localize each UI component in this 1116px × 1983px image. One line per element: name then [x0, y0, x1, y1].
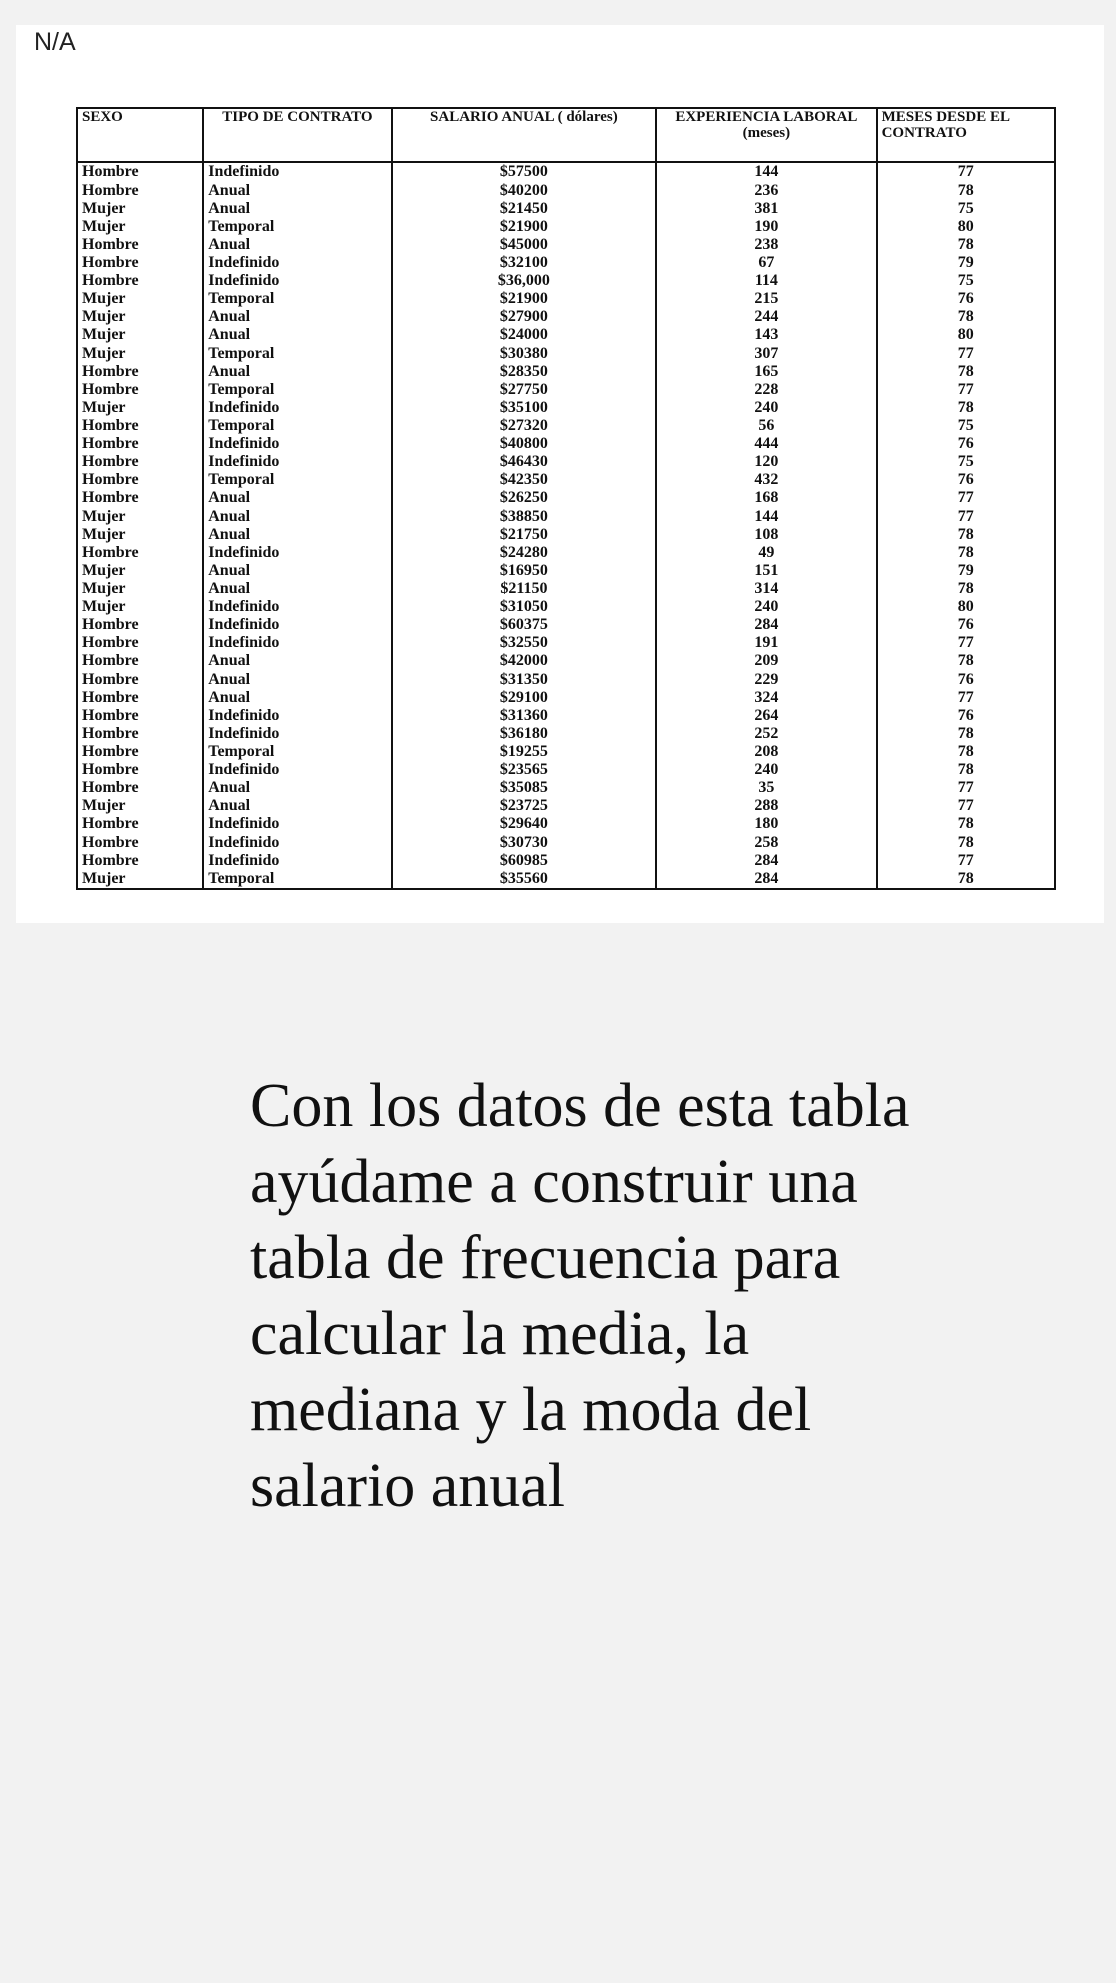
sexo-cell: Hombre — [77, 543, 203, 561]
meses-cell: 78 — [877, 761, 1055, 779]
sexo-cell: Mujer — [77, 598, 203, 616]
experiencia-cell: 244 — [656, 308, 876, 326]
salario-cell: $29100 — [392, 688, 657, 706]
experiencia-cell: 215 — [656, 290, 876, 308]
table-row — [77, 417, 1055, 435]
experiencia-cell: 143 — [656, 326, 876, 344]
tipo-contrato-cell: Indefinido — [203, 706, 391, 724]
experiencia-cell: 49 — [656, 543, 876, 561]
meses-cell: 80 — [877, 326, 1055, 344]
table-row — [77, 580, 1055, 598]
table-row — [77, 507, 1055, 525]
experiencia-cell: 144 — [656, 162, 876, 181]
meses-cell: 78 — [877, 308, 1055, 326]
salario-cell: $35560 — [392, 869, 657, 887]
tipo-contrato-cell: Indefinido — [203, 254, 391, 272]
salario-cell: $26250 — [392, 489, 657, 507]
sexo-cell: Hombre — [77, 162, 203, 181]
table-row — [77, 235, 1055, 253]
salario-cell: $30380 — [392, 344, 657, 362]
tipo-contrato-cell: Temporal — [203, 217, 391, 235]
sexo-cell: Mujer — [77, 561, 203, 579]
experiencia-cell: 180 — [656, 815, 876, 833]
sexo-cell: Hombre — [77, 453, 203, 471]
salario-cell: $23565 — [392, 761, 657, 779]
table-row — [77, 797, 1055, 815]
sexo-cell: Hombre — [77, 815, 203, 833]
meses-cell: 78 — [877, 362, 1055, 380]
tipo-contrato-cell: Anual — [203, 797, 391, 815]
salario-cell: $36180 — [392, 724, 657, 742]
tipo-contrato-cell: Indefinido — [203, 543, 391, 561]
table-header-row — [77, 108, 1055, 162]
salario-cell: $42350 — [392, 471, 657, 489]
sexo-cell: Mujer — [77, 580, 203, 598]
meses-cell: 76 — [877, 706, 1055, 724]
meses-cell: 76 — [877, 435, 1055, 453]
table-row — [77, 815, 1055, 833]
table-row — [77, 254, 1055, 272]
table-row — [77, 561, 1055, 579]
table-row — [77, 616, 1055, 634]
salario-cell: $31350 — [392, 670, 657, 688]
meses-cell: 77 — [877, 380, 1055, 398]
sexo-cell: Hombre — [77, 254, 203, 272]
header-experiencia-laboral: EXPERIENCIA LABORAL (meses) — [656, 108, 876, 162]
prompt-text: Con los datos de esta tabla ayúdame a construir una tabla de frecuencia para calcular la media, la mediana y la moda del salario anual — [250, 1072, 910, 1520]
meses-cell: 77 — [877, 507, 1055, 525]
table-row — [77, 598, 1055, 616]
sexo-cell: Hombre — [77, 743, 203, 761]
salario-cell: $21750 — [392, 525, 657, 543]
meses-cell: 78 — [877, 833, 1055, 851]
sexo-cell: Mujer — [77, 217, 203, 235]
table-row — [77, 435, 1055, 453]
salario-cell: $24000 — [392, 326, 657, 344]
header-meses-desde-contrato: MESES DESDE EL CONTRATO — [877, 108, 1055, 162]
tipo-contrato-cell: Anual — [203, 235, 391, 253]
salario-cell: $27900 — [392, 308, 657, 326]
tipo-contrato-cell: Indefinido — [203, 162, 391, 181]
sexo-cell: Hombre — [77, 235, 203, 253]
experiencia-cell: 252 — [656, 724, 876, 742]
tipo-contrato-cell: Anual — [203, 181, 391, 199]
meses-cell: 78 — [877, 724, 1055, 742]
salario-cell: $57500 — [392, 162, 657, 181]
experiencia-cell: 264 — [656, 706, 876, 724]
experiencia-cell: 67 — [656, 254, 876, 272]
experiencia-cell: 238 — [656, 235, 876, 253]
table-row — [77, 761, 1055, 779]
filler-cell — [656, 887, 876, 889]
salario-cell: $30730 — [392, 833, 657, 851]
meses-cell: 75 — [877, 272, 1055, 290]
salario-cell: $21150 — [392, 580, 657, 598]
experiencia-cell: 56 — [656, 417, 876, 435]
experiencia-cell: 314 — [656, 580, 876, 598]
tipo-contrato-cell: Anual — [203, 779, 391, 797]
experiencia-cell: 258 — [656, 833, 876, 851]
experiencia-cell: 284 — [656, 616, 876, 634]
salario-cell: $35085 — [392, 779, 657, 797]
experiencia-cell: 114 — [656, 272, 876, 290]
tipo-contrato-cell: Indefinido — [203, 616, 391, 634]
tipo-contrato-cell: Indefinido — [203, 272, 391, 290]
tipo-contrato-cell: Indefinido — [203, 833, 391, 851]
meses-cell: 77 — [877, 489, 1055, 507]
table-row — [77, 199, 1055, 217]
salario-cell: $23725 — [392, 797, 657, 815]
meses-cell: 77 — [877, 344, 1055, 362]
tipo-contrato-cell: Indefinido — [203, 453, 391, 471]
meses-cell: 77 — [877, 162, 1055, 181]
experiencia-cell: 381 — [656, 199, 876, 217]
experiencia-cell: 236 — [656, 181, 876, 199]
sexo-cell: Hombre — [77, 616, 203, 634]
salario-cell: $21900 — [392, 217, 657, 235]
sexo-cell: Hombre — [77, 833, 203, 851]
table-row — [77, 489, 1055, 507]
sexo-cell: Mujer — [77, 344, 203, 362]
sexo-cell: Hombre — [77, 851, 203, 869]
salario-cell: $16950 — [392, 561, 657, 579]
meses-cell: 78 — [877, 815, 1055, 833]
experiencia-cell: 168 — [656, 489, 876, 507]
table-row — [77, 344, 1055, 362]
meses-cell: 76 — [877, 290, 1055, 308]
document-card — [16, 25, 1104, 923]
tipo-contrato-cell: Indefinido — [203, 598, 391, 616]
tipo-contrato-cell: Anual — [203, 326, 391, 344]
meses-cell: 78 — [877, 743, 1055, 761]
table-row — [77, 869, 1055, 887]
tipo-contrato-cell: Indefinido — [203, 724, 391, 742]
sexo-cell: Hombre — [77, 435, 203, 453]
tipo-contrato-cell: Temporal — [203, 380, 391, 398]
tipo-contrato-cell: Anual — [203, 580, 391, 598]
tipo-contrato-cell: Indefinido — [203, 851, 391, 869]
salario-cell: $29640 — [392, 815, 657, 833]
salario-cell: $60375 — [392, 616, 657, 634]
table-row — [77, 706, 1055, 724]
tipo-contrato-cell: Temporal — [203, 743, 391, 761]
tipo-contrato-cell: Indefinido — [203, 761, 391, 779]
meses-cell: 75 — [877, 199, 1055, 217]
sexo-cell: Mujer — [77, 869, 203, 887]
salario-cell: $21900 — [392, 290, 657, 308]
tipo-contrato-cell: Temporal — [203, 344, 391, 362]
sexo-cell: Hombre — [77, 724, 203, 742]
sexo-cell: Hombre — [77, 761, 203, 779]
salario-cell: $46430 — [392, 453, 657, 471]
experiencia-cell: 228 — [656, 380, 876, 398]
table-row — [77, 326, 1055, 344]
sexo-cell: Mujer — [77, 308, 203, 326]
salario-cell: $36,000 — [392, 272, 657, 290]
meses-cell: 80 — [877, 598, 1055, 616]
experiencia-cell: 307 — [656, 344, 876, 362]
table-row — [77, 724, 1055, 742]
experiencia-cell: 432 — [656, 471, 876, 489]
experiencia-cell: 288 — [656, 797, 876, 815]
experiencia-cell: 324 — [656, 688, 876, 706]
experiencia-cell: 108 — [656, 525, 876, 543]
experiencia-cell: 144 — [656, 507, 876, 525]
table-row — [77, 217, 1055, 235]
meses-cell: 76 — [877, 616, 1055, 634]
meses-cell: 77 — [877, 688, 1055, 706]
salario-cell: $27750 — [392, 380, 657, 398]
sexo-cell: Mujer — [77, 797, 203, 815]
salario-cell: $42000 — [392, 652, 657, 670]
experiencia-cell: 240 — [656, 398, 876, 416]
tipo-contrato-cell: Temporal — [203, 869, 391, 887]
experiencia-cell: 284 — [656, 851, 876, 869]
experiencia-cell: 165 — [656, 362, 876, 380]
sexo-cell: Mujer — [77, 290, 203, 308]
sexo-cell: Hombre — [77, 489, 203, 507]
tipo-contrato-cell: Anual — [203, 525, 391, 543]
tipo-contrato-cell: Indefinido — [203, 634, 391, 652]
salario-cell: $32100 — [392, 254, 657, 272]
meses-cell: 78 — [877, 580, 1055, 598]
meses-cell: 78 — [877, 652, 1055, 670]
experiencia-cell: 151 — [656, 561, 876, 579]
tipo-contrato-cell: Anual — [203, 507, 391, 525]
salario-cell: $19255 — [392, 743, 657, 761]
header-tipo-contrato: TIPO DE CONTRATO — [203, 108, 391, 162]
meses-cell: 78 — [877, 181, 1055, 199]
salario-cell: $40800 — [392, 435, 657, 453]
table-body — [77, 162, 1055, 889]
meses-cell: 77 — [877, 634, 1055, 652]
salario-cell: $32550 — [392, 634, 657, 652]
experiencia-cell: 208 — [656, 743, 876, 761]
table-row — [77, 670, 1055, 688]
table-row — [77, 743, 1055, 761]
table-row — [77, 362, 1055, 380]
sexo-cell: Hombre — [77, 380, 203, 398]
salario-cell: $40200 — [392, 181, 657, 199]
salario-cell: $31050 — [392, 598, 657, 616]
tipo-contrato-cell: Anual — [203, 362, 391, 380]
table-row — [77, 453, 1055, 471]
sexo-cell: Hombre — [77, 634, 203, 652]
sexo-cell: Mujer — [77, 525, 203, 543]
meses-cell: 77 — [877, 779, 1055, 797]
tipo-contrato-cell: Indefinido — [203, 398, 391, 416]
table-row — [77, 634, 1055, 652]
tipo-contrato-cell: Anual — [203, 561, 391, 579]
table-row — [77, 525, 1055, 543]
meses-cell: 78 — [877, 398, 1055, 416]
meses-cell: 79 — [877, 254, 1055, 272]
header-sexo: SEXO — [77, 108, 203, 162]
sexo-cell: Hombre — [77, 688, 203, 706]
tipo-contrato-cell: Indefinido — [203, 815, 391, 833]
table-row — [77, 162, 1055, 181]
sexo-cell: Hombre — [77, 272, 203, 290]
experiencia-cell: 240 — [656, 761, 876, 779]
sexo-cell: Hombre — [77, 706, 203, 724]
tipo-contrato-cell: Temporal — [203, 471, 391, 489]
experiencia-cell: 240 — [656, 598, 876, 616]
filler-cell — [77, 887, 203, 889]
table-row — [77, 380, 1055, 398]
tipo-contrato-cell: Anual — [203, 489, 391, 507]
tipo-contrato-cell: Anual — [203, 652, 391, 670]
table-row — [77, 308, 1055, 326]
experiencia-cell: 284 — [656, 869, 876, 887]
salario-cell: $38850 — [392, 507, 657, 525]
experiencia-cell: 209 — [656, 652, 876, 670]
meses-cell: 78 — [877, 525, 1055, 543]
experiencia-cell: 190 — [656, 217, 876, 235]
experiencia-cell: 191 — [656, 634, 876, 652]
meses-cell: 75 — [877, 453, 1055, 471]
meses-cell: 80 — [877, 217, 1055, 235]
salary-table — [76, 107, 1056, 890]
salario-cell: $35100 — [392, 398, 657, 416]
sexo-cell: Hombre — [77, 181, 203, 199]
sexo-cell: Hombre — [77, 652, 203, 670]
sexo-cell: Mujer — [77, 398, 203, 416]
experiencia-cell: 444 — [656, 435, 876, 453]
sexo-cell: Mujer — [77, 199, 203, 217]
meses-cell: 76 — [877, 670, 1055, 688]
tipo-contrato-cell: Anual — [203, 308, 391, 326]
sexo-cell: Hombre — [77, 779, 203, 797]
table-filler-row — [77, 887, 1055, 889]
salario-cell: $60985 — [392, 851, 657, 869]
tipo-contrato-cell: Temporal — [203, 417, 391, 435]
meses-cell: 78 — [877, 543, 1055, 561]
sexo-cell: Hombre — [77, 670, 203, 688]
filler-cell — [392, 887, 657, 889]
table-row — [77, 398, 1055, 416]
salario-cell: $27320 — [392, 417, 657, 435]
tipo-contrato-cell: Anual — [203, 670, 391, 688]
sexo-cell: Hombre — [77, 362, 203, 380]
experiencia-cell: 35 — [656, 779, 876, 797]
table-row — [77, 652, 1055, 670]
filler-cell — [203, 887, 391, 889]
salario-cell: $28350 — [392, 362, 657, 380]
salario-cell: $45000 — [392, 235, 657, 253]
sexo-cell: Mujer — [77, 326, 203, 344]
meses-cell: 78 — [877, 235, 1055, 253]
table-row — [77, 779, 1055, 797]
header-salario-anual: SALARIO ANUAL ( dólares) — [392, 108, 657, 162]
table-row — [77, 272, 1055, 290]
sexo-cell: Mujer — [77, 507, 203, 525]
meses-cell: 79 — [877, 561, 1055, 579]
salario-cell: $21450 — [392, 199, 657, 217]
meses-cell: 77 — [877, 797, 1055, 815]
sexo-cell: Hombre — [77, 471, 203, 489]
tipo-contrato-cell: Anual — [203, 688, 391, 706]
sexo-cell: Hombre — [77, 417, 203, 435]
meses-cell: 76 — [877, 471, 1055, 489]
filler-cell — [877, 887, 1055, 889]
top-label: N/A — [34, 28, 76, 56]
experiencia-cell: 229 — [656, 670, 876, 688]
table-row — [77, 851, 1055, 869]
table-row — [77, 290, 1055, 308]
experiencia-cell: 120 — [656, 453, 876, 471]
salario-cell: $31360 — [392, 706, 657, 724]
salario-cell: $24280 — [392, 543, 657, 561]
meses-cell: 75 — [877, 417, 1055, 435]
meses-cell: 78 — [877, 869, 1055, 887]
table-row — [77, 543, 1055, 561]
tipo-contrato-cell: Indefinido — [203, 435, 391, 453]
table-row — [77, 471, 1055, 489]
table-row — [77, 181, 1055, 199]
tipo-contrato-cell: Temporal — [203, 290, 391, 308]
tipo-contrato-cell: Anual — [203, 199, 391, 217]
meses-cell: 77 — [877, 851, 1055, 869]
table-row — [77, 833, 1055, 851]
table-row — [77, 688, 1055, 706]
